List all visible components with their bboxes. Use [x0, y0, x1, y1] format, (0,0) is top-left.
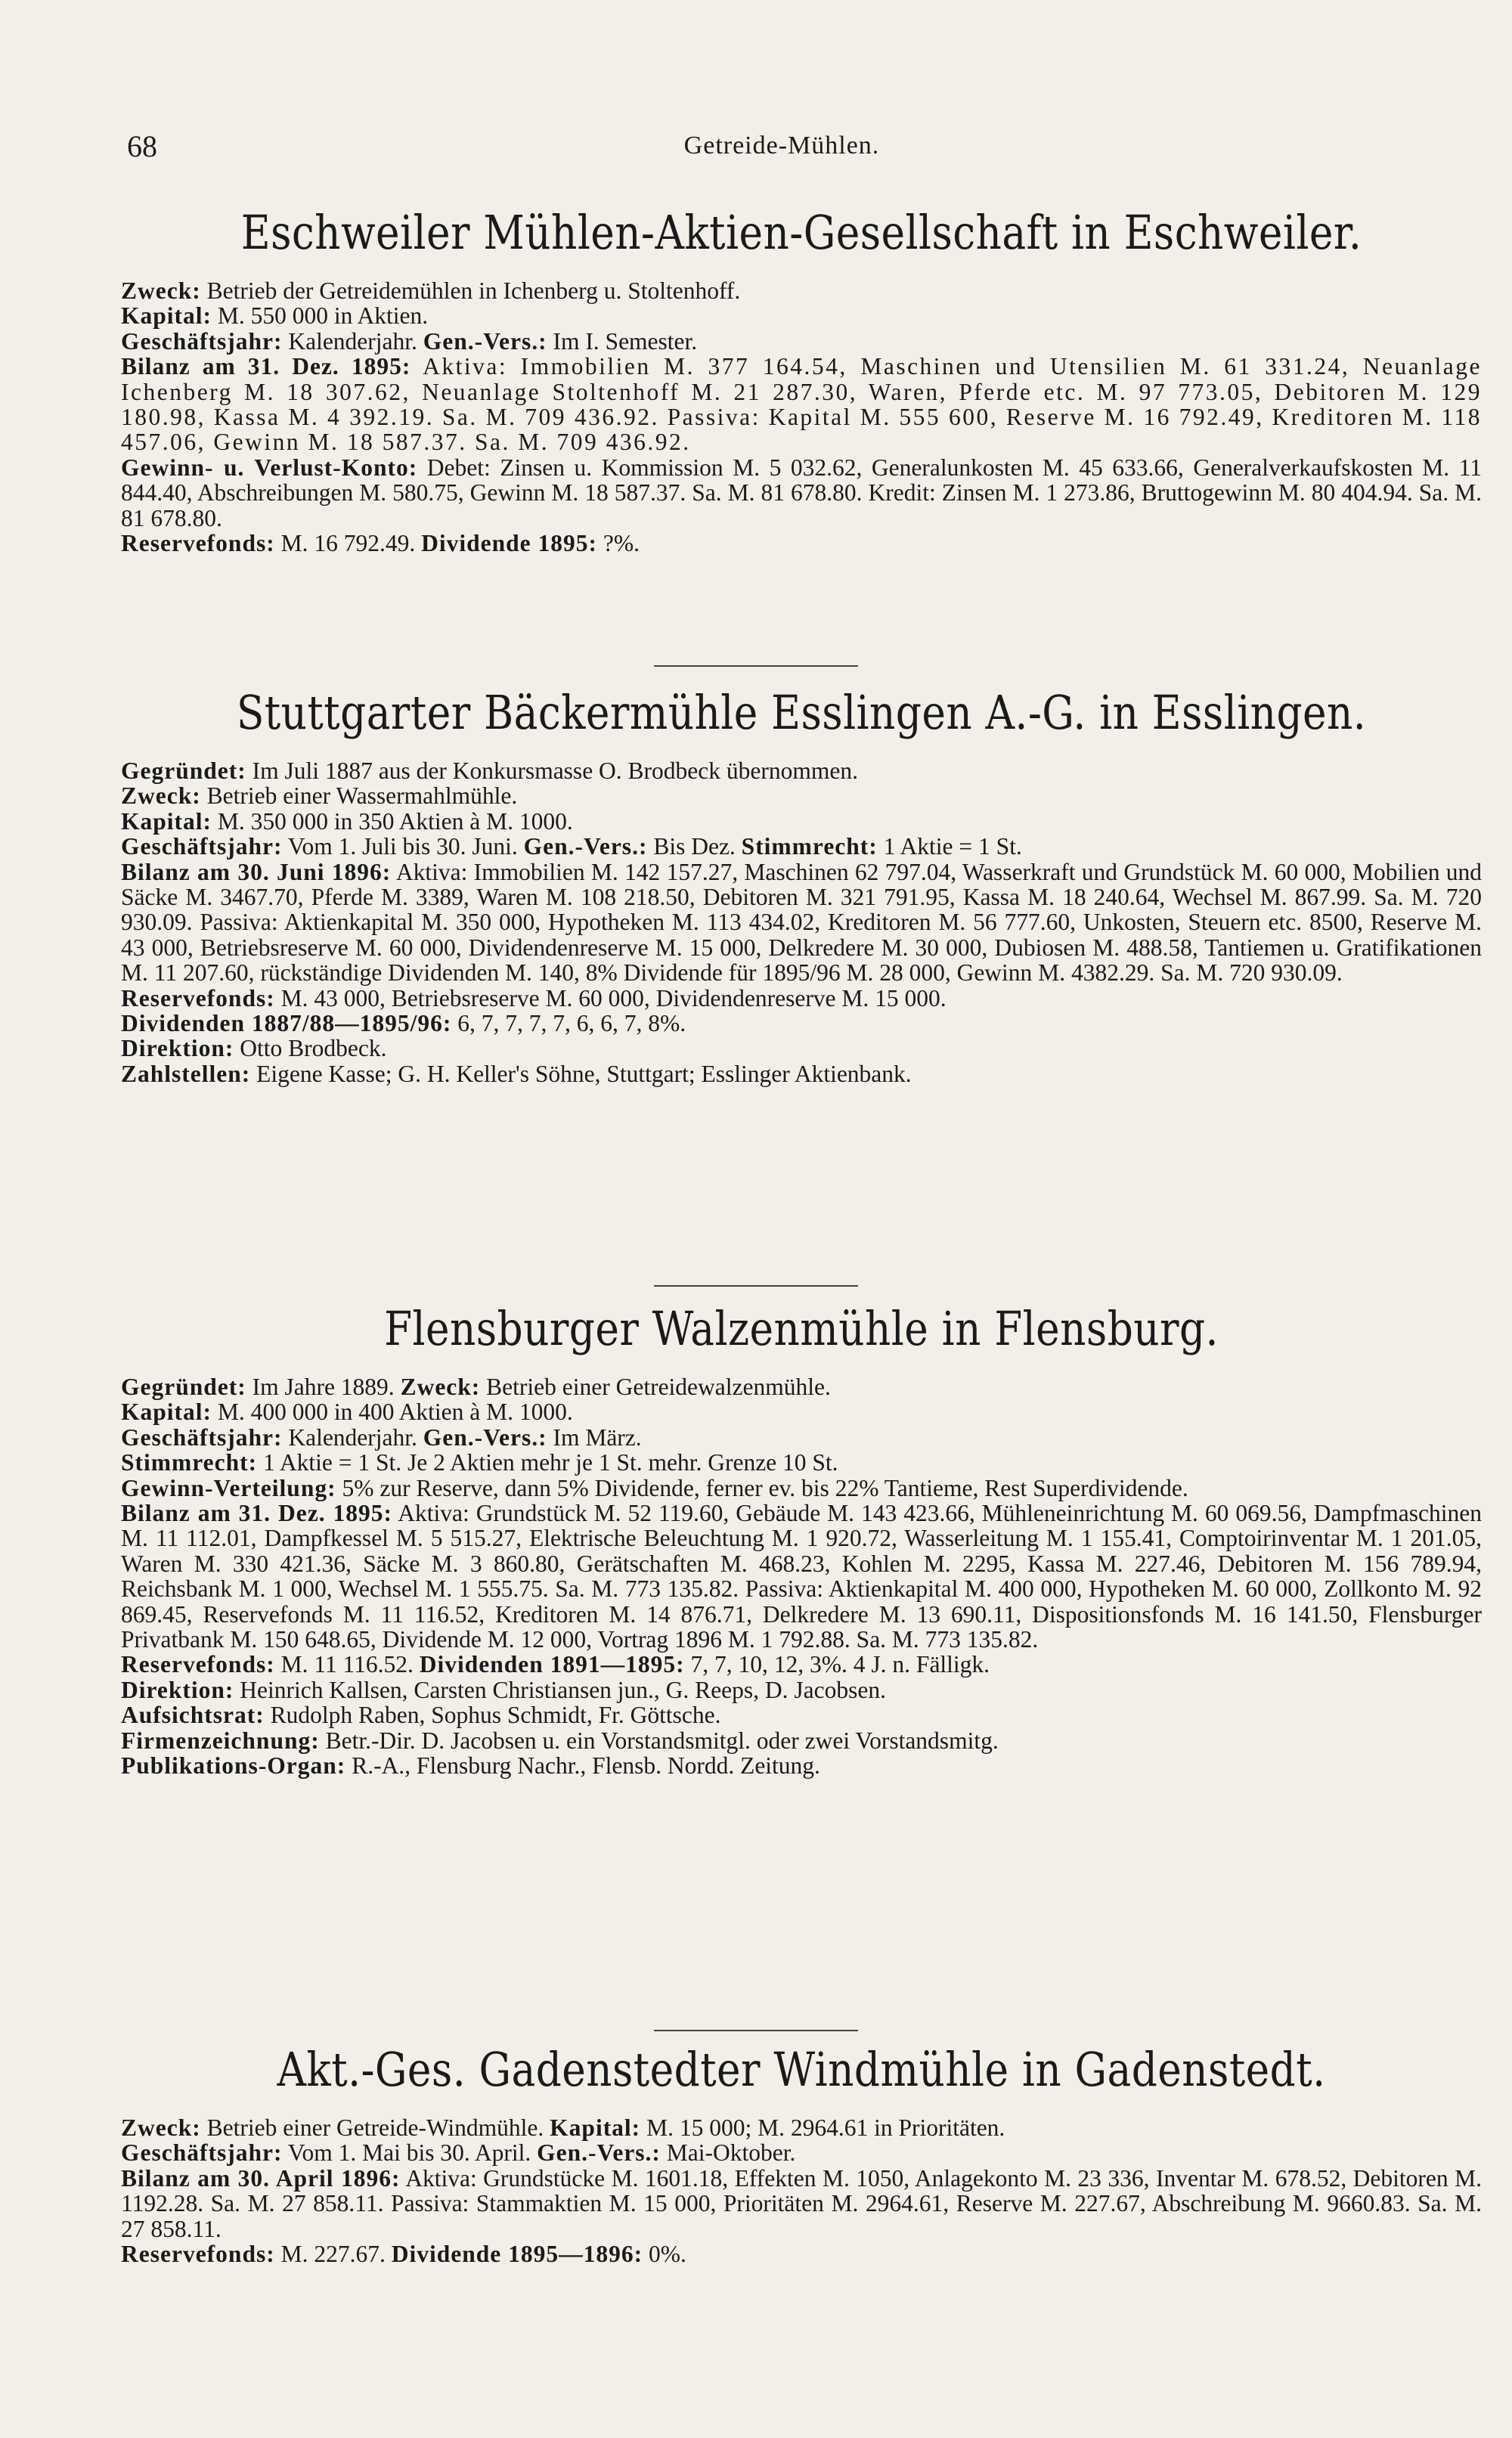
entry-zahlstellen: Zahlstellen: Eigene Kasse; G. H. Keller's Söhne, Stuttgart; Esslinger Aktienbank.	[121, 1060, 912, 1087]
entry-gewinn-verlust: Gewinn- u. Verlust-Konto: Debet: Zinsen u. Kommission M. 5 032.62, Generalunkosten M. 45 633.66, Generalverkaufskosten M. 11 844.40, Abschreibungen M. 580.75, Gewinn M. 18 587.37. Sa. M. 81 678.80. Kredit: Zinsen M. 1 273.86, Bruttogewinn M. 80 404.94. Sa. M. 81 678.80.	[121, 454, 1482, 531]
entry-zweck: Zweck: Betrieb einer Wassermahlmühle.	[121, 782, 518, 810]
entry-geschaeftsjahr: Geschäftsjahr: Kalenderjahr. Gen.-Vers.: Im März.	[121, 1423, 642, 1451]
entry-bilanz: Bilanz am 31. Dez. 1895: Aktiva: Grundstück M. 52 119.60, Gebäude M. 143 423.66, Mühleneinrichtung M. 60 069.56, Dampfmaschinen M. 11 112.01, Dampfkessel M. 5 515.27, Elektrische Beleuchtung M. 1 920.72, Wasserleitung M. 1 155.41, Comptoirinventar M. 1 201.05, Waren M. 330 421.36, Säcke M. 3 860.80, Gerätschaften M. 468.23, Kohlen M. 2295, Kassa M. 227.46, Debitoren M. 156 789.94, Reichsbank M. 1 000, Wechsel M. 1 555.75. Sa. M. 773 135.82. Passiva: Aktienkapital M. 400 000, Hypotheken M. 60 000, Zollkonto M. 92 869.45, Reservefonds M. 11 116.52, Kreditoren M. 14 876.71, Delkredere M. 13 690.11, Dispositionsfonds M. 16 141.50, Flensburger Privatbank M. 150 648.65, Dividende M. 12 000, Vortrag 1896 M. 1 792.88. Sa. M. 773 135.82.	[121, 1500, 1482, 1653]
entry-stimmrecht: Stimmrecht: 1 Aktie = 1 St. Je 2 Aktien mehr je 1 St. mehr. Grenze 10 St.	[121, 1449, 838, 1476]
page-header	[127, 129, 1436, 174]
company-entry-stuttgarter	[121, 684, 1482, 1086]
entry-reservefonds: Reservefonds: M. 11 116.52. Dividenden 1891—1895: 7, 7, 10, 12, 3%. 4 J. n. Fälligk.	[121, 1651, 990, 1678]
section-divider	[654, 2030, 858, 2031]
section-divider	[654, 665, 858, 667]
section-title: Eschweiler Mühlen-Aktien-Gesellschaft in Eschweiler.	[240, 205, 1362, 260]
entry-reservefonds: Reservefonds: M. 227.67. Dividende 1895—1896: 0%.	[121, 2241, 686, 2268]
entry-gegruendet: Gegründet: Im Juli 1887 aus der Konkursmasse O. Brodbeck übernommen.	[121, 757, 858, 784]
section-title: Akt.-Ges. Gadenstedter Windmühle in Gadenstedt.	[277, 2042, 1326, 2097]
company-entry-eschweiler	[121, 204, 1482, 556]
company-entry-gadenstedter	[121, 2041, 1482, 2266]
entry-geschaeftsjahr: Geschäftsjahr: Kalenderjahr. Gen.-Vers.: Im I. Semester.	[121, 327, 698, 355]
entry-gegruendet: Gegründet: Im Jahre 1889. Zweck: Betrieb einer Getreidewalzenmühle.	[121, 1374, 831, 1400]
company-entry-flensburger	[121, 1300, 1482, 1779]
entry-bilanz: Bilanz am 30. Juni 1896: Aktiva: Immobilien M. 142 157.27, Maschinen 62 797.04, Wasserkraft und Grundstück M. 60 000, Mobilien und Säcke M. 3467.70, Pferde M. 3389, Waren M. 108 218.50, Debitoren M. 321 791.95, Kassa M. 18 240.64, Wechsel M. 867.99. Sa. M. 720 930.09. Passiva: Aktienkapital M. 350 000, Hypotheken M. 113 434.02, Kreditoren M. 56 777.60, Unkosten, Steuern etc. 8500, Reserve M. 43 000, Betriebsreserve M. 60 000, Dividendenreserve M. 15 000, Delkredere M. 30 000, Dubiosen M. 488.58, Tantiemen u. Gratifikationen M. 11 207.60, rückständige Dividenden M. 140, 8% Dividende für 1895/96 M. 28 000, Gewinn M. 4382.29. Sa. M. 720 930.09.	[121, 858, 1482, 987]
section-title: Flensburger Walzenmühle in Flensburg.	[384, 1301, 1219, 1356]
section-title: Stuttgarter Bäckermühle Esslingen A.-G. in Esslingen.	[236, 685, 1367, 740]
entry-firmenzeichnung: Firmenzeichnung: Betr.-Dir. D. Jacobsen u. ein Vorstandsmitgl. oder zwei Vorstandsmitg.	[121, 1727, 999, 1754]
entry-geschaeftsjahr: Geschäftsjahr: Vom 1. Juli bis 30. Juni. Gen.-Vers.: Bis Dez. Stimmrecht: 1 Aktie = 1 St.	[121, 833, 1022, 860]
entry-reservefonds: Reservefonds: M. 43 000, Betriebsreserve M. 60 000, Dividendenreserve M. 15 000.	[121, 984, 947, 1011]
entry-aufsichtsrat: Aufsichtsrat: Rudolph Raben, Sophus Schmidt, Fr. Göttsche.	[121, 1702, 721, 1729]
entry-bilanz: Bilanz am 30. April 1896: Aktiva: Grundstücke M. 1601.18, Effekten M. 1050, Anlagekonto M. 23 336, Inventar M. 678.52, Debitoren M. 1192.28. Sa. M. 27 858.11. Passiva: Stammaktien M. 15 000, Prioritäten M. 2964.61, Reserve M. 227.67, Abschreibung M. 9660.83. Sa. M. 27 858.11.	[121, 2164, 1482, 2242]
entry-kapital: Kapital: M. 400 000 in 400 Aktien à M. 1000.	[121, 1399, 573, 1426]
entry-gewinn-verteilung: Gewinn-Verteilung: 5% zur Reserve, dann 5% Dividende, ferner ev. bis 22% Tantieme, Rest Superdividende.	[121, 1474, 1188, 1501]
entry-kapital: Kapital: M. 550 000 in Aktien.	[121, 302, 429, 330]
entry-zweck: Zweck: Betrieb der Getreidemühlen in Ichenberg u. Stoltenhoff.	[121, 277, 741, 304]
entry-zweck: Zweck: Betrieb einer Getreide-Windmühle. Kapital: M. 15 000; M. 2964.61 in Prioritäten.	[121, 2114, 1005, 2141]
entry-direktion: Direktion: Heinrich Kallsen, Carsten Christiansen jun., G. Reeps, D. Jacobsen.	[121, 1676, 886, 1703]
entry-dividenden: Dividenden 1887/88—1895/96: 6, 7, 7, 7, 7, 6, 6, 7, 8%.	[121, 1010, 686, 1037]
entry-direktion: Direktion: Otto Brodbeck.	[121, 1035, 387, 1062]
entry-bilanz: Bilanz am 31. Dez. 1895: Aktiva: Immobilien M. 377 164.54, Maschinen und Utensilien M. 61 331.24, Neuanlage Ichenberg M. 18 307.62, Neuanlage Stoltenhoff M. 21 287.30, Waren, Pferde etc. M. 97 773.05, Debitoren M. 129 180.98, Kassa M. 4 392.19. Sa. M. 709 436.92. Passiva: Kapital M. 555 600, Reserve M. 16 792.49, Kreditoren M. 118 457.06, Gewinn M. 18 587.37. Sa. M. 709 436.92.	[121, 353, 1482, 456]
entry-kapital: Kapital: M. 350 000 in 350 Aktien à M. 1000.	[121, 807, 573, 835]
entry-geschaeftsjahr: Geschäftsjahr: Vom 1. Mai bis 30. April. Gen.-Vers.: Mai-Oktober.	[121, 2139, 796, 2167]
entry-reservefonds: Reservefonds: M. 16 792.49. Dividende 1895: ?%.	[121, 530, 640, 557]
running-title: Getreide-Mühlen.	[683, 132, 880, 160]
section-divider	[654, 1285, 858, 1287]
page-number: 68	[127, 129, 157, 163]
entry-publikations-organ: Publikations-Organ: R.-A., Flensburg Nachr., Flensb. Nordd. Zeitung.	[121, 1752, 820, 1780]
